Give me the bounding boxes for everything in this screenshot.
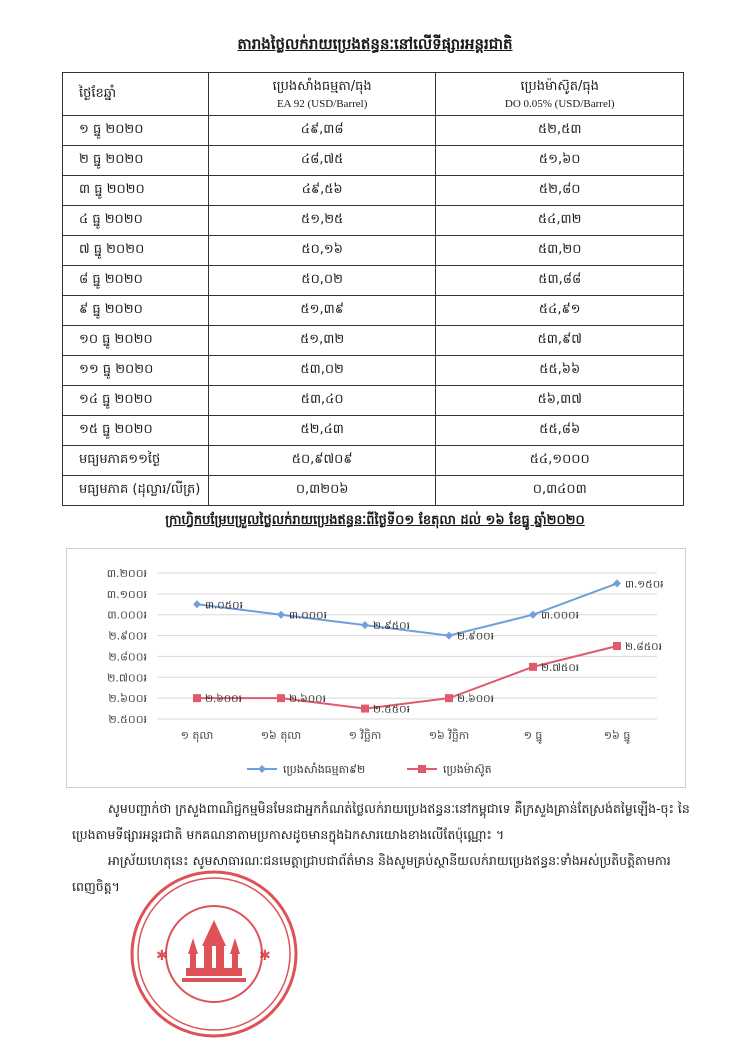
y-tick-label: ២.៥០០៛: [108, 713, 147, 726]
x-tick-label: ១៦ វិច្ឆិកា: [428, 729, 470, 742]
row-gasoline: ៥០,០២: [208, 266, 436, 296]
row-diesel: ៥៥,៦៦: [436, 356, 684, 386]
x-tick-label: ១ វិច្ឆិកា: [348, 729, 382, 742]
row-date: ៧ ធ្នូ ២០២០: [63, 236, 209, 266]
svg-text:✱: ✱: [259, 948, 271, 964]
row-gasoline: ៤៨,៧៥: [208, 146, 436, 176]
row-diesel: ៥៤,៣២: [436, 206, 684, 236]
row-gasoline: ៥៣,៤០: [208, 386, 436, 416]
table-row: [63, 146, 684, 176]
legend-label: ប្រេងម៉ាស៊ូត: [443, 763, 492, 776]
series-point: [277, 694, 285, 702]
data-label: ២.៩០០៛: [457, 630, 494, 643]
y-tick-label: ២.៧០០៛: [107, 671, 147, 685]
data-label: ២.៦០០៛: [205, 693, 242, 706]
y-tick-label: ២.៩០០៛: [108, 629, 147, 643]
header-diesel-unit: DO 0.05% (USD/Barrel): [504, 98, 615, 110]
row-diesel: ៥២,៥៣: [436, 116, 684, 146]
legend-marker: [258, 765, 266, 773]
x-tick-label: ១៦ ធ្នូ: [603, 729, 631, 742]
y-tick-label: ២.៦០០៛: [108, 692, 147, 706]
table-row: [63, 416, 684, 446]
row-diesel: ៥៥,៨៦: [436, 416, 684, 446]
row-gasoline: ៥១,២៥: [208, 206, 436, 236]
legend-marker: [418, 765, 426, 773]
table-row: [63, 356, 684, 386]
row-date: ៤ ធ្នូ ២០២០: [63, 206, 209, 236]
price-table: [62, 72, 684, 506]
table-row: [63, 296, 684, 326]
row-date: ១០ ធ្នូ ២០២០: [63, 326, 209, 356]
header-gasoline-label: ប្រេងសាំងធម្មតា/ធុង: [272, 79, 372, 94]
notice-paragraph-1: សូមបញ្ជាក់ថា ក្រសួងពាណិជ្ជកម្មមិនមែនជាអ្នកកំណត់ថ្លៃលក់រាយប្រេងឥន្ធនៈនៅកម្ពុជាទេ គឺក្រសួងគ្រាន់តែស្រង់តម្លៃឡើង-ចុះ នៃប្រេងតាមទីផ្សារអន្តរជាតិ មកគណនាតាមប្រកាសដូចមានក្នុងឯកសារយោងខាងលើតែប៉ុណ្ណោះ ។: [72, 801, 690, 842]
row-diesel: ៥៣,៩៧: [436, 326, 684, 356]
row-diesel: ៥៣,៨៨: [436, 266, 684, 296]
row-gasoline: ៤៩,៥៦: [208, 176, 436, 206]
header-date: ថ្ងៃខែឆ្នាំ: [63, 73, 209, 116]
row-date: ៩ ធ្នូ ២០២០: [63, 296, 209, 326]
row-gasoline: ៤៩,៣៨: [208, 116, 436, 146]
average-diesel: ៥៤,១០០០: [436, 446, 684, 476]
row-diesel: ៥៦,៣៧: [436, 386, 684, 416]
legend-label: ប្រេងសាំងធម្មតា៩២: [283, 763, 366, 776]
table-row: [63, 266, 684, 296]
page-title: តារាងថ្លៃលក់រាយប្រេងឥន្ធនៈនៅលើទីផ្សារអន្តរជាតិ: [237, 35, 513, 53]
chart-title: ក្រាហ្វិកបម្រែបម្រួលថ្លៃលក់រាយប្រេងឥន្ធនៈពីថ្ងៃទី០១ ខែតុលា ដល់ ១៦ ខែធ្នូ ឆ្នាំ២០២០: [165, 513, 585, 528]
row-date: ១៥ ធ្នូ ២០២០: [63, 416, 209, 446]
ministry-seal: [128, 868, 300, 1040]
row-gasoline: ៥២,៤៣: [208, 416, 436, 446]
y-tick-label: ៣.២០០៛: [106, 567, 147, 580]
row-diesel: ៥១,៦០: [436, 146, 684, 176]
series-point: [193, 600, 201, 608]
row-date: ២ ធ្នូ ២០២០: [63, 146, 209, 176]
series-point: [529, 611, 537, 619]
svg-text:✱: ✱: [156, 948, 168, 964]
table-row: [63, 116, 684, 146]
price-chart: [66, 548, 686, 788]
header-gasoline-unit: EA 92 (USD/Barrel): [276, 98, 368, 110]
x-tick-label: ១ ធ្នូ: [523, 729, 543, 742]
average-label: មធ្យមភាគ១១ថ្ងៃ: [63, 446, 209, 476]
data-label: ២.៦០០៛: [457, 693, 494, 706]
table-row: [63, 326, 684, 356]
row-date: ១១ ធ្នូ ២០២០: [63, 356, 209, 386]
average-liter-diesel: ០,៣៤០៣: [436, 476, 684, 506]
row-diesel: ៥៤,៩១: [436, 296, 684, 326]
row-date: ៣ ធ្នូ ២០២០: [63, 176, 209, 206]
data-label: ៣.០៥០៛: [205, 599, 243, 612]
average-liter-label: មធ្យមភាគ (ដុល្លារ/លីត្រ): [63, 476, 209, 506]
x-tick-label: ១ តុលា: [180, 729, 214, 742]
series-point: [613, 579, 621, 587]
table-row: [63, 176, 684, 206]
row-diesel: ៥២,៨០: [436, 176, 684, 206]
series-point: [613, 642, 621, 650]
row-date: ៨ ធ្នូ ២០២០: [63, 266, 209, 296]
average-liter-gasoline: ០,៣២០៦: [208, 476, 436, 506]
row-gasoline: ៥១,៣៩: [208, 296, 436, 326]
data-label: ២.៨៥០៛: [625, 641, 662, 653]
row-gasoline: ៥១,៣២: [208, 326, 436, 356]
series-point: [361, 705, 369, 713]
row-date: ១ ធ្នូ ២០២០: [63, 116, 209, 146]
header-diesel: [436, 73, 684, 116]
series-point: [529, 663, 537, 671]
table-row: [63, 206, 684, 236]
average-liter-row: [63, 476, 684, 506]
seal-graphic: [128, 868, 300, 1040]
data-label: ២.៦០០៛: [289, 693, 326, 706]
y-tick-label: ៣.១០០៛: [106, 587, 147, 601]
row-gasoline: ៥០,១៦: [208, 236, 436, 266]
series-point: [193, 694, 201, 702]
data-label: ២.៧៥០៛: [541, 661, 580, 674]
chart-svg: [67, 549, 687, 789]
x-tick-label: ១៦ តុលា: [260, 729, 302, 742]
series-point: [361, 621, 369, 629]
data-label: ២.៩៥០៛: [373, 620, 410, 633]
y-tick-label: ៣.០០០៛: [107, 608, 147, 622]
header-diesel-label: ប្រេងម៉ាស៊ូត/ធុង: [520, 79, 599, 94]
average-gasoline: ៥០,៩៧០៩: [208, 446, 436, 476]
data-label: ៣.១៥០៛: [625, 578, 664, 591]
data-label: ៣.០០០៛: [289, 609, 327, 622]
series-point: [277, 611, 285, 619]
row-diesel: ៥៣,២០: [436, 236, 684, 266]
header-gasoline: [208, 73, 436, 116]
series-point: [445, 632, 453, 640]
data-label: ២.៥៥០៛: [373, 703, 410, 716]
row-gasoline: ៥៣,០២: [208, 356, 436, 386]
table-row: [63, 386, 684, 416]
y-tick-label: ២.៨០០៛: [108, 650, 147, 664]
average-row: [63, 446, 684, 476]
table-body: [63, 116, 684, 506]
data-label: ៣.០០០៛: [541, 609, 579, 622]
series-point: [445, 694, 453, 702]
row-date: ១៤ ធ្នូ ២០២០: [63, 386, 209, 416]
table-row: [63, 236, 684, 266]
notice-paragraph-2: អាស្រ័យហេតុនេះ សូមសាធារណៈជនមេត្តាជ្រាបជាព័ត៌មាន និងសូមគ្រប់ស្ថានីយលក់រាយប្រេងឥន្ធនៈទាំងអស់ប្រតិបត្តិតាមការពេញចិត្ត។: [72, 853, 671, 894]
table-header: [63, 73, 684, 116]
